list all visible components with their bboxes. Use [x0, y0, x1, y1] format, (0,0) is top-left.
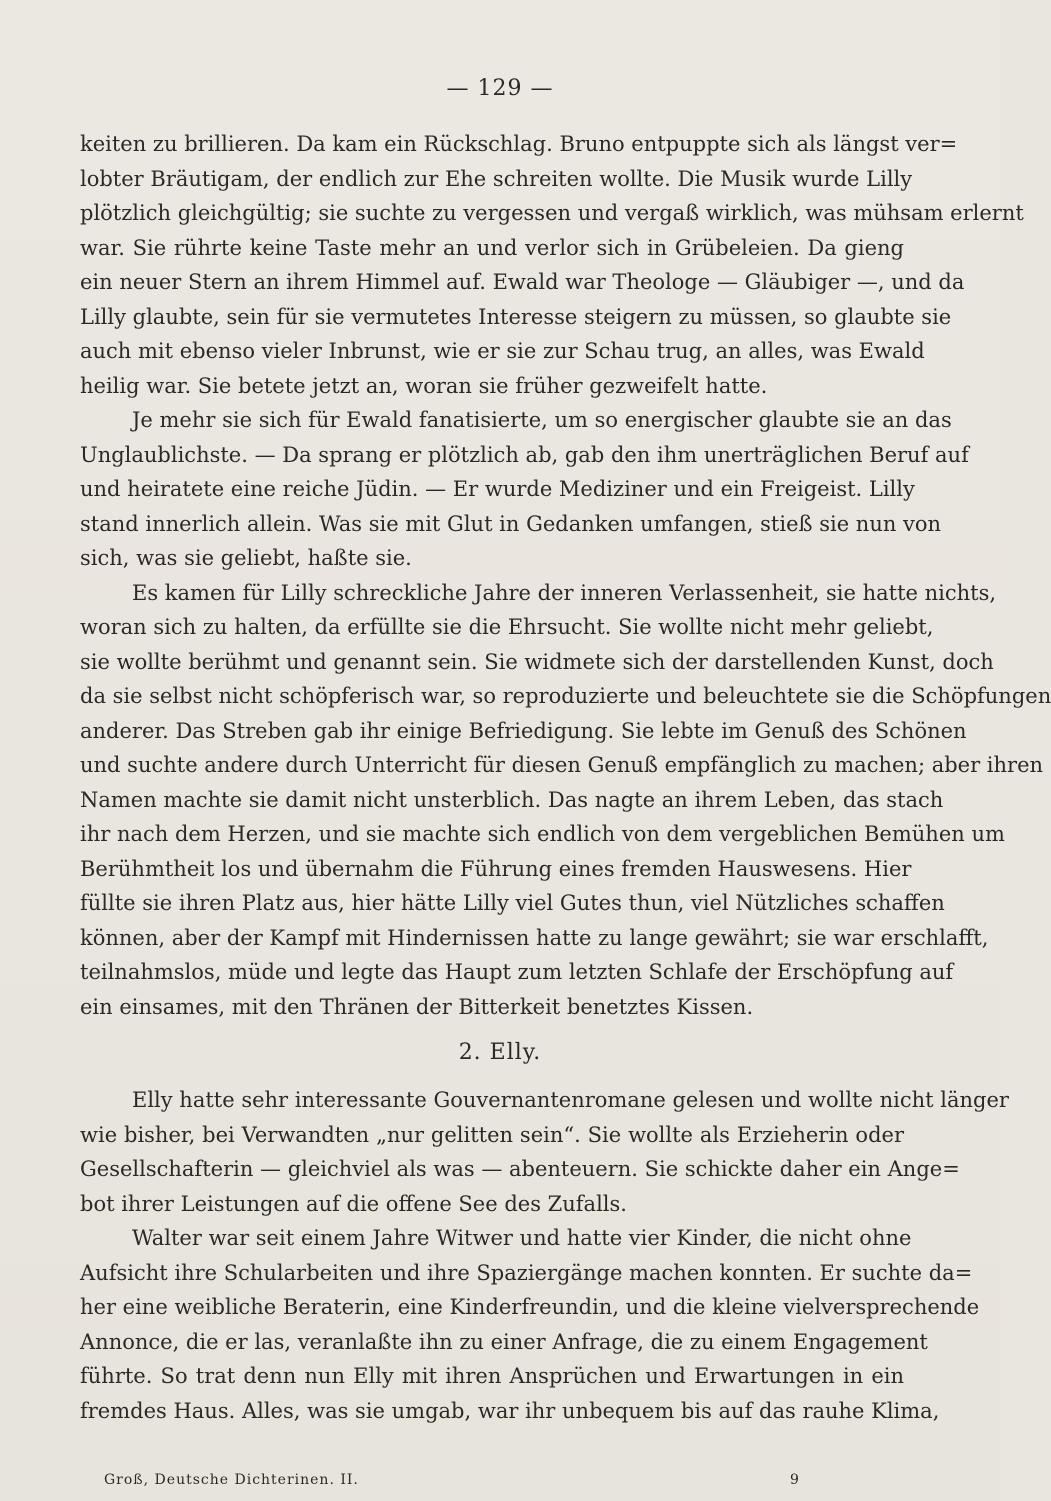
text-line: sie wollte berühmt und genannt sein. Sie widmete sich der darstellenden Kunst, doch [80, 649, 994, 674]
text-line: Berühmtheit los und übernahm die Führung eines fremden Hauswesens. Hier [80, 856, 912, 881]
text-line: ihr nach dem Herzen, und sie machte sich endlich von dem vergeblichen Bemühen um [80, 822, 1005, 846]
text-line: ein neuer Stern an ihrem Himmel auf. Ewald war Theologe — Gläubiger —, und da [80, 270, 965, 294]
text-line: heilig war. Sie betete jetzt an, woran sie früher gezweifelt hatte. [80, 373, 768, 398]
text-line: fremdes Haus. Alles, was sie umgab, war ihr unbequem bis auf das rauhe Klima, [80, 1398, 940, 1423]
text-line: plötzlich gleichgültig; sie suchte zu vergessen und vergaß wirklich, was mühsam erlernt [80, 201, 1024, 225]
text-line: da sie selbst nicht schöpferisch war, so reproduzierte und beleuchtete sie die Schöpfungen [80, 684, 1051, 708]
text-line: Elly hatte sehr interessante Gouvernantenromane gelesen und wollte nicht länger [132, 1088, 1009, 1112]
section-heading: 2. Elly. [458, 1040, 542, 1065]
text-line: auch mit ebenso vieler Inbrunst, wie er sie zur Schau trug, an alles, was Ewald [80, 339, 925, 363]
page-footer [0, 1472, 1000, 1494]
text-line: anderer. Das Streben gab ihr einige Befriedigung. Sie lebte im Genuß des Schönen [80, 718, 967, 743]
text-line: woran sich zu halten, da erfüllte sie die Ehrsucht. Sie wollte nicht mehr geliebt, [80, 615, 934, 639]
text-line: Aufsicht ihre Schularbeiten und ihre Spaziergänge machen konnten. Er suchte da= [80, 1260, 973, 1285]
page-number: — 129 — [446, 76, 554, 101]
text-line: Unglaublichste. — Da sprang er plötzlich ab, gab den ihm unerträglichen Beruf auf [80, 442, 969, 467]
text-line: füllte sie ihren Platz aus, hier hätte Lilly viel Gutes thun, viel Nützliches schaffen [80, 891, 945, 915]
text-line: Es kamen für Lilly schreckliche Jahre der inneren Verlassenheit, sie hatte nichts, [132, 580, 997, 605]
text-line: und suchte andere durch Unterricht für diesen Genuß empfänglich zu machen; aber ihren [80, 753, 1044, 777]
text-line: Namen machte sie damit nicht unsterblich. Das nagte an ihrem Leben, das stach [80, 787, 944, 812]
text-line: bot ihrer Leistungen auf die offene See des Zufalls. [80, 1191, 627, 1216]
text-line: teilnahmslos, müde und legte das Haupt zum letzten Schlafe der Erschöpfung auf [80, 960, 954, 984]
text-block-elly [80, 1083, 1009, 1428]
text-line: führte. So trat denn nun Elly mit ihren Ansprüchen und Erwartungen in ein [80, 1364, 904, 1388]
text-line: keiten zu brillieren. Da kam ein Rückschlag. Bruno entpuppte sich als längst ver= [80, 132, 958, 156]
text-line: her eine weibliche Beraterin, eine Kinderfreundin, und die kleine vielversprechende [80, 1295, 980, 1319]
text-line: Lilly glaubte, sein für sie vermutetes Interesse steigern zu müssen, so glaubte sie [80, 304, 952, 329]
text-line: ein einsames, mit den Thränen der Bitterkeit benetztes Kissen. [80, 994, 754, 1019]
text-line: stand innerlich allein. Was sie mit Glut in Gedanken umfangen, stieß sie nun von [80, 511, 942, 536]
footer-source: Groß, Deutsche Dichterinen. II. [104, 1472, 359, 1488]
text-line: Je mehr sie sich für Ewald fanatisierte, um so energischer glaubte sie an das [132, 408, 952, 432]
footer-signature-mark: 9 [790, 1472, 800, 1488]
text-line: war. Sie rührte keine Taste mehr an und verlor sich in Grübeleien. Da gieng [80, 235, 904, 260]
text-line: wie bisher, bei Verwandten „nur gelitten sein“. Sie wollte als Erzieherin oder [80, 1122, 904, 1147]
text-block-lilly [80, 127, 1051, 1024]
text-line: und heiratete eine reiche Jüdin. — Er wurde Mediziner und ein Freigeist. Lilly [80, 477, 915, 501]
text-line: lobter Bräutigam, der endlich zur Ehe schreiten wollte. Die Musik wurde Lilly [80, 166, 913, 191]
text-line: sich, was sie geliebt, haßte sie. [80, 546, 412, 570]
text-line: Annonce, die er las, veranlaßte ihn zu einer Anfrage, die zu einem Engagement [80, 1329, 928, 1354]
text-line: Gesellschafterin — gleichviel als was — abenteuern. Sie schickte daher ein Ange= [80, 1157, 960, 1181]
text-line: können, aber der Kampf mit Hindernissen hatte zu lange gewährt; sie war erschlafft, [80, 925, 989, 950]
text-line: Walter war seit einem Jahre Witwer und hatte vier Kinder, die nicht ohne [132, 1226, 912, 1250]
